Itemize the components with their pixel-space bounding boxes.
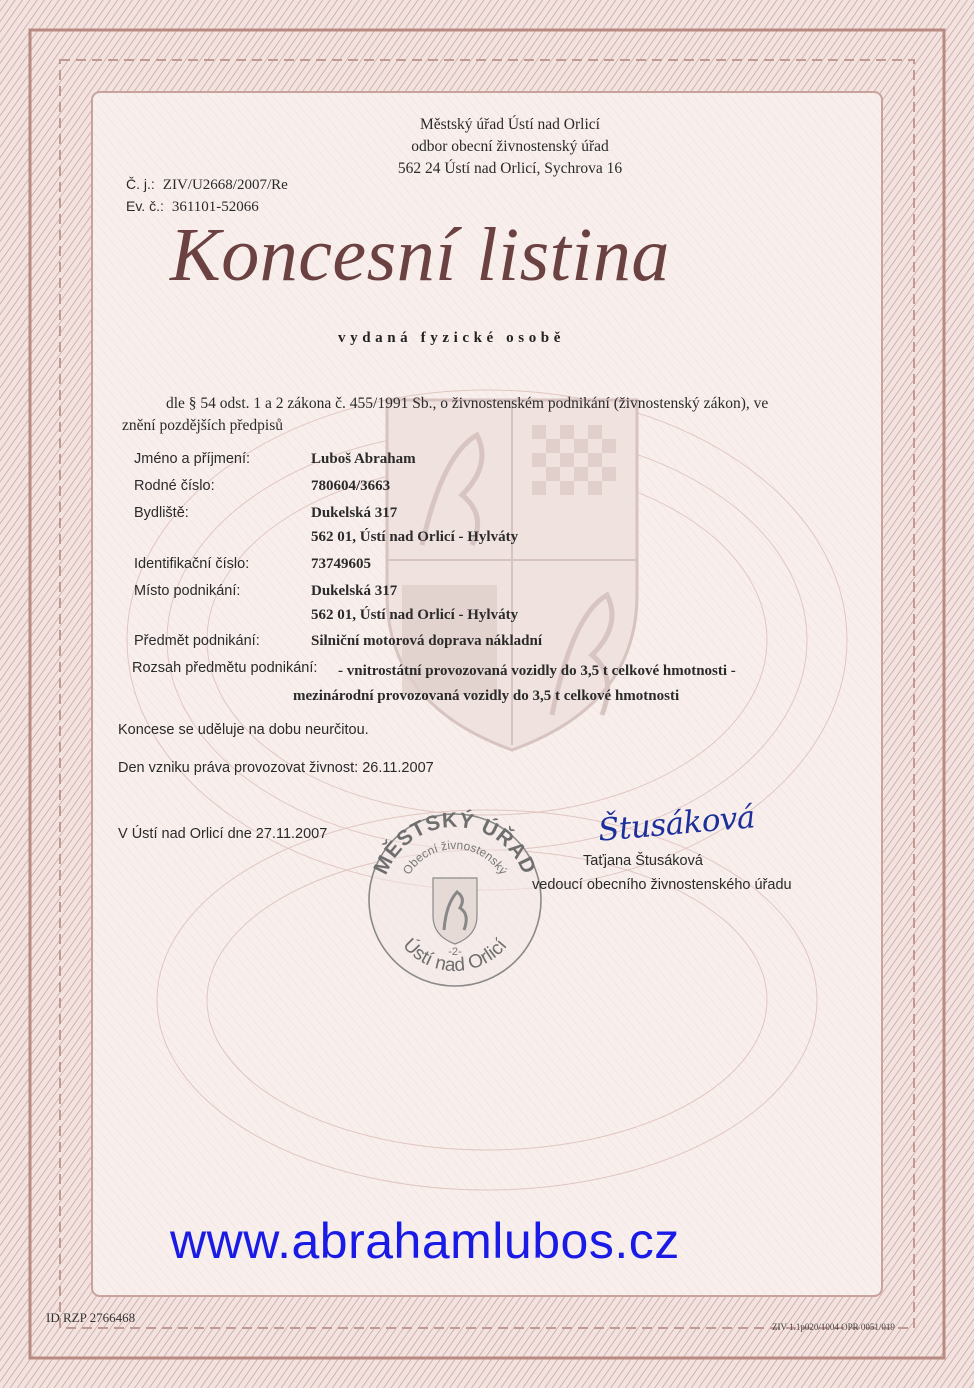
footer-form-code: ZIV 1.1p020/1004 OPR 0051/019	[772, 1322, 895, 1332]
business-place-line-1: Dukelská 317	[311, 583, 398, 599]
issuer-address: 562 24 Ústí nad Orlicí, Sychrova 16	[397, 160, 623, 177]
website-url[interactable]: www.abrahamlubos.cz	[170, 1213, 680, 1269]
case-number-label: Č. j.:	[126, 176, 155, 192]
stamp-inner-text: Obecní živnostenský	[399, 837, 511, 878]
business-scope-label: Rozsah předmětu podnikání:	[132, 660, 318, 676]
legal-basis-line-1: dle § 54 odst. 1 a 2 zákona č. 455/1991 Sb., o živnostenském podnikání (živnostenský zákon), ve	[166, 395, 769, 412]
case-number-value: ZIV/U2668/2007/Re	[162, 177, 288, 193]
right-start-date: Den vzniku práva provozovat živnost: 26.11.2007	[118, 760, 434, 776]
concession-duration: Koncese se uděluje na dobu neurčitou.	[118, 722, 369, 738]
id-number-label: Identifikační číslo:	[134, 556, 250, 572]
name-value: Luboš Abraham	[311, 451, 416, 467]
birth-number-label: Rodné číslo:	[134, 478, 215, 494]
stamp-crest-icon	[433, 878, 477, 944]
business-place-line-2: 562 01, Ústí nad Orlicí - Hylváty	[311, 607, 519, 623]
id-number-value: 73749605	[311, 556, 371, 572]
business-scope-line-1: - vnitrostátní provozovaná vozidly do 3,5 t celkové hmotnosti -	[338, 663, 736, 679]
registry-number-label: Ev. č.:	[126, 198, 164, 214]
birth-number-value: 780604/3663	[311, 478, 391, 494]
signatory-role: vedoucí obecního živnostenského úřadu	[532, 877, 792, 893]
legal-basis	[122, 393, 882, 437]
registry-number-value: 361101-52066	[171, 199, 259, 215]
business-scope-line-2: mezinárodní provozovaná vozidly do 3,5 t celkové hmotnosti	[293, 688, 680, 704]
handwritten-signature: Štusáková	[596, 799, 757, 849]
stamp-top-text: MĚSTSKÝ ÚŘAD	[369, 808, 541, 879]
document-title: Koncesní listina	[170, 213, 670, 297]
document-subtitle: vydaná fyzické osobě	[338, 330, 565, 346]
official-stamp	[360, 808, 550, 990]
name-label: Jméno a příjmení:	[134, 451, 251, 467]
stamp-bottom-text: Ústí nad Orlicí	[398, 934, 512, 977]
residence-label: Bydliště:	[134, 505, 189, 521]
business-place-label: Místo podnikání:	[134, 583, 241, 599]
stamp-number: -2-	[448, 946, 462, 958]
footer-id: ID RZP 2766468	[46, 1310, 136, 1325]
case-number	[126, 176, 288, 194]
issuer-line-1: Městský úřad Ústí nad Orlicí	[420, 116, 600, 133]
legal-basis-line-2: znění pozdějších předpisů	[122, 417, 283, 434]
business-subject-value: Silniční motorová doprava nákladní	[311, 633, 543, 649]
place-and-date: V Ústí nad Orlicí dne 27.11.2007	[118, 826, 328, 842]
residence-line-2: 562 01, Ústí nad Orlicí - Hylváty	[311, 529, 519, 545]
business-subject-label: Předmět podnikání:	[134, 633, 260, 649]
residence-line-1: Dukelská 317	[311, 505, 398, 521]
issuer-line-2: odbor obecní živnostenský úřad	[411, 138, 609, 155]
signatory-name: Taťjana Štusáková	[583, 853, 703, 869]
